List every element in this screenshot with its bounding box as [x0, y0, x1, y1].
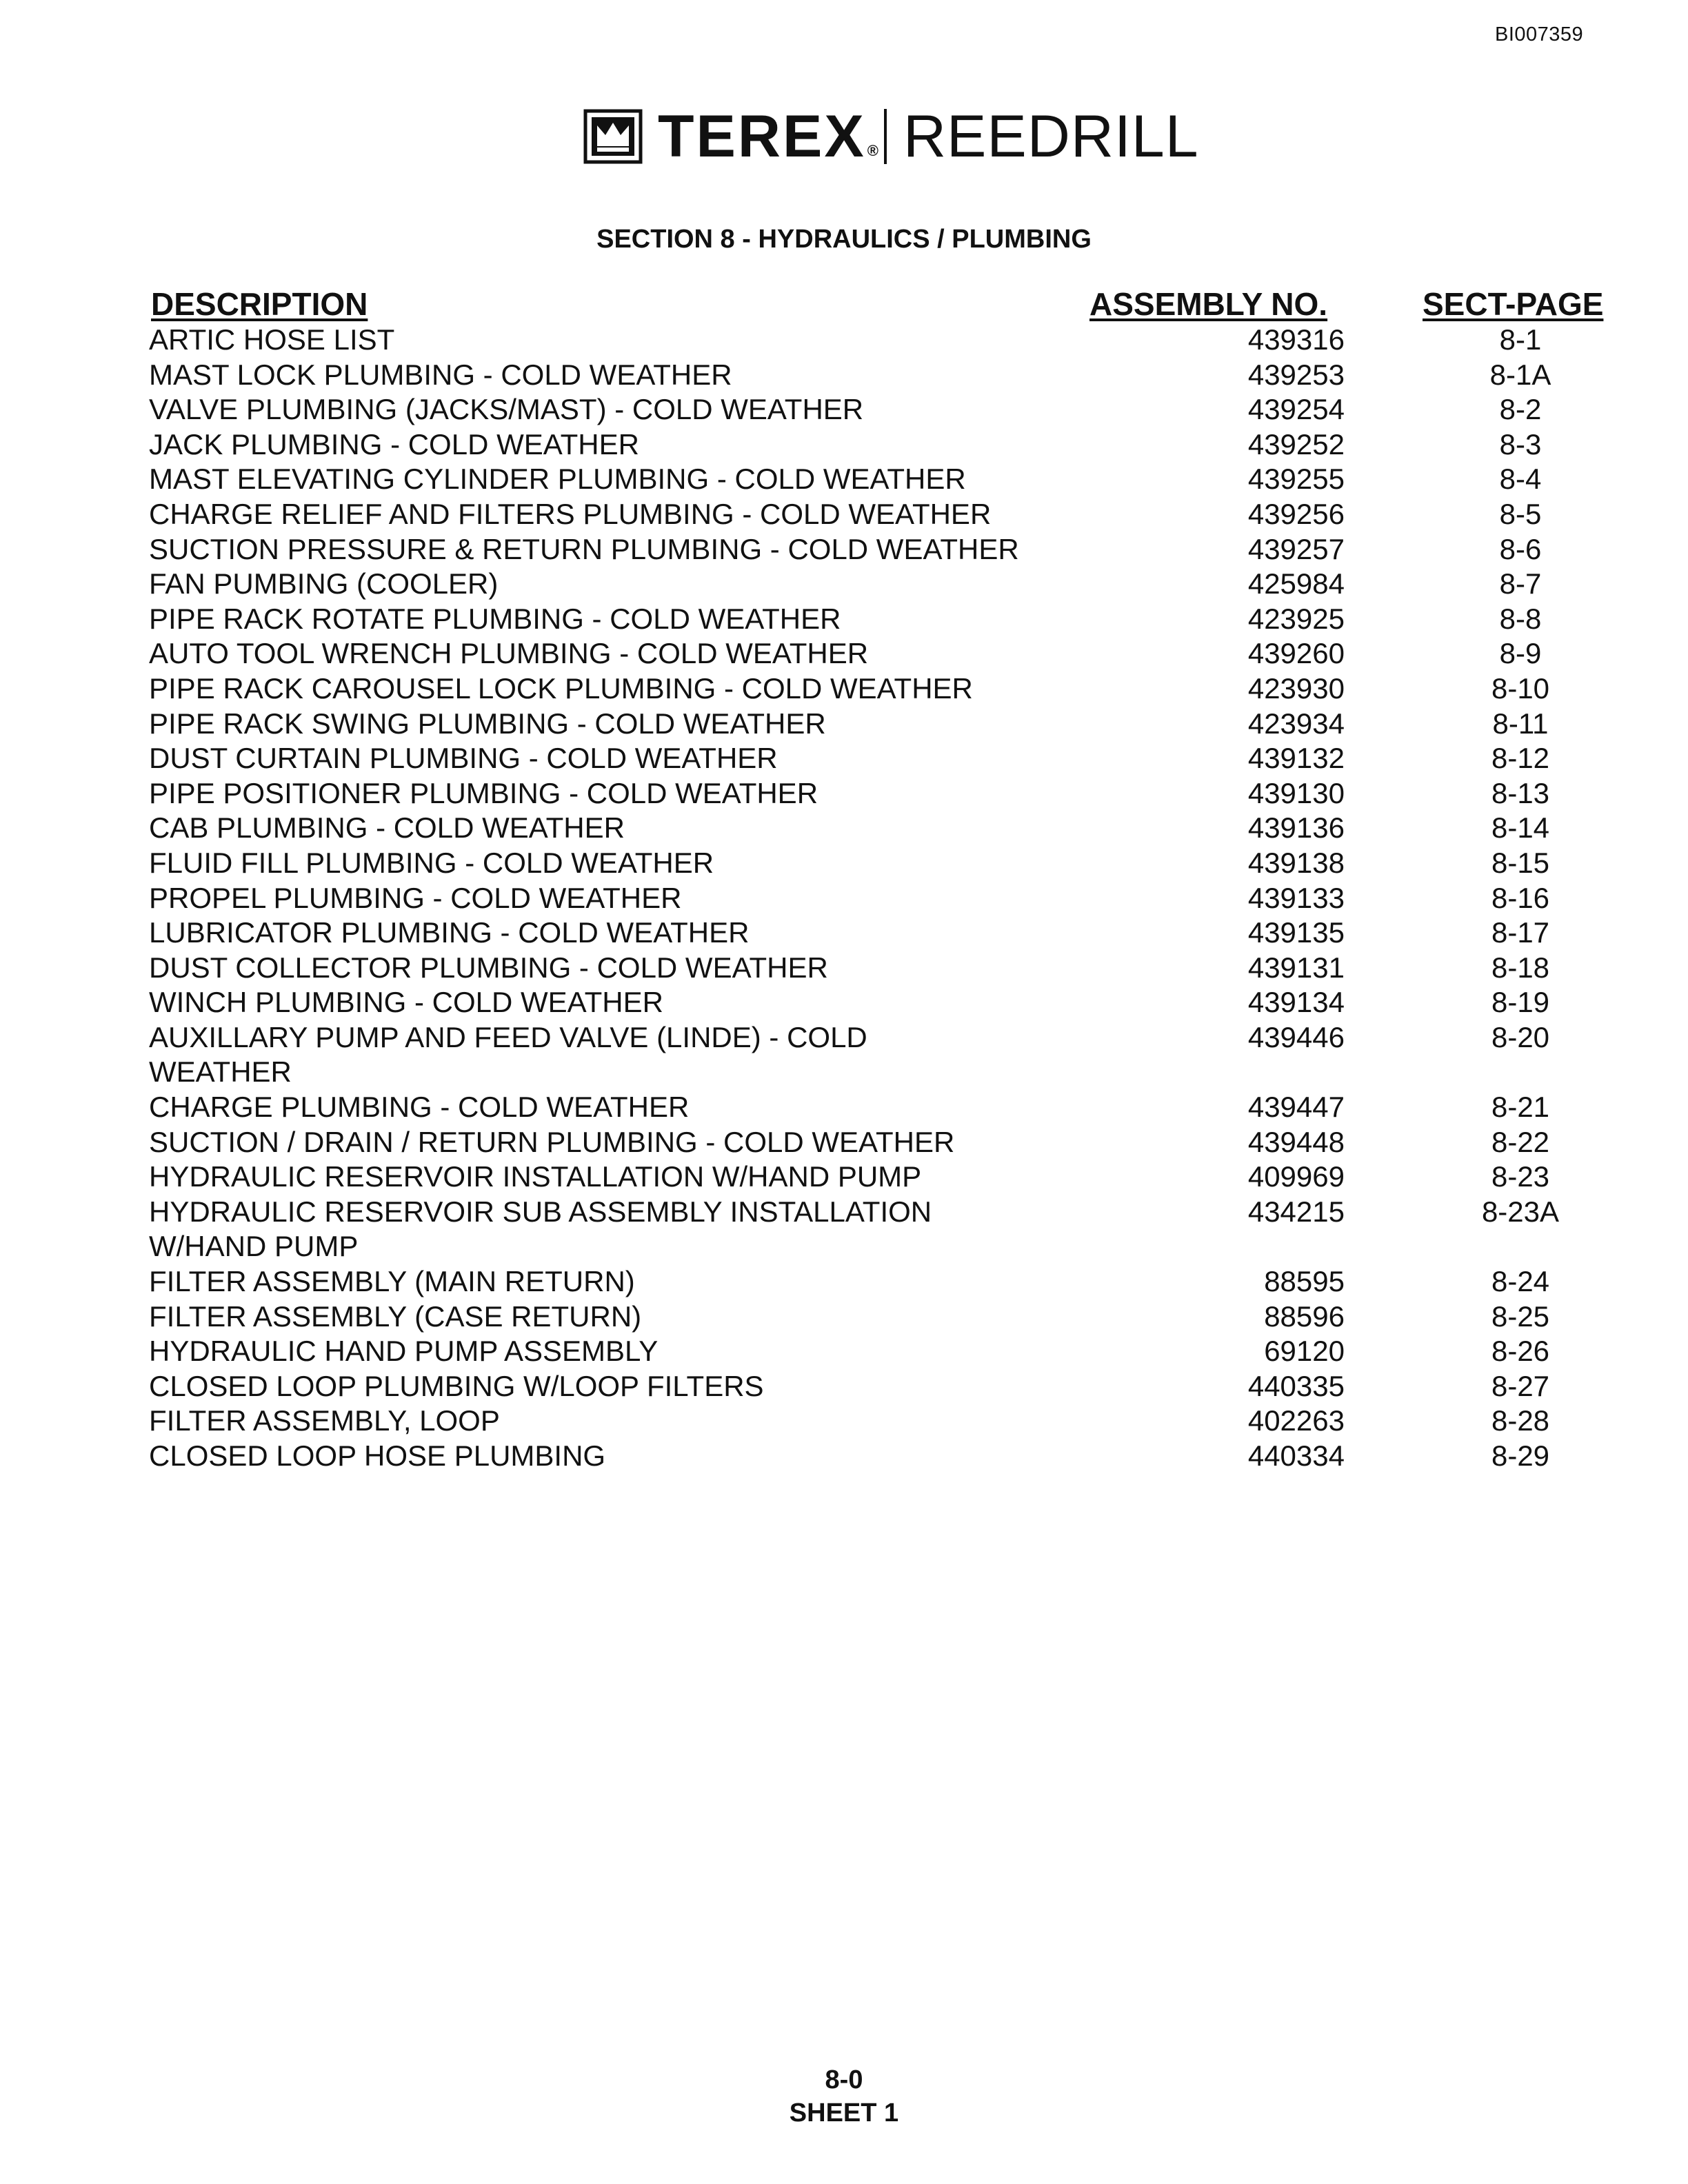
row-sect-page: 8-29 [1491, 1439, 1550, 1472]
column-header-description: DESCRIPTION [151, 286, 368, 322]
row-description [149, 427, 1066, 463]
row-sect-page: 8-10 [1491, 671, 1550, 705]
table-row [0, 846, 1688, 881]
row-sect-page: 8-4 [1499, 463, 1542, 496]
table-row [0, 636, 1688, 671]
row-description-line: LUBRICATOR PLUMBING - COLD WEATHER [149, 916, 750, 949]
row-sect-page: 8-28 [1491, 1404, 1550, 1437]
row-description [149, 985, 1066, 1020]
row-description-line: PIPE POSITIONER PLUMBING - COLD WEATHER [149, 776, 818, 809]
row-assembly-number: 439252 [1247, 427, 1345, 461]
row-description [149, 1439, 1066, 1474]
table-row [0, 776, 1688, 811]
table-row [0, 811, 1688, 846]
row-description-line: PROPEL PLUMBING - COLD WEATHER [149, 881, 682, 914]
row-description [149, 462, 1066, 497]
logo-divider [884, 109, 887, 164]
row-assembly-number: 439133 [1247, 881, 1345, 914]
row-description-line: CLOSED LOOP HOSE PLUMBING [149, 1439, 606, 1472]
row-sect-page: 8-12 [1491, 742, 1550, 775]
row-assembly-number: 439448 [1247, 1125, 1345, 1158]
row-description-line: AUTO TOOL WRENCH PLUMBING - COLD WEATHER [149, 637, 869, 670]
row-description [149, 358, 1066, 393]
table-row [0, 741, 1688, 776]
row-assembly-number: 88596 [1264, 1300, 1345, 1333]
table-row [0, 392, 1688, 427]
row-sect-page: 8-22 [1491, 1125, 1550, 1158]
terex-crown-icon [583, 109, 643, 164]
row-description [149, 1404, 1066, 1439]
row-description-line: FILTER ASSEMBLY, LOOP [149, 1404, 500, 1437]
row-sect-page: 8-25 [1491, 1300, 1550, 1333]
table-row [0, 1125, 1688, 1160]
row-sect-page: 8-14 [1491, 811, 1550, 845]
row-description-line: WEATHER [149, 1055, 292, 1089]
parts-table [0, 323, 1688, 1474]
table-row [0, 1404, 1688, 1439]
row-sect-page: 8-19 [1491, 986, 1550, 1019]
row-assembly-number: 439130 [1247, 776, 1345, 809]
row-assembly-number: 439257 [1247, 532, 1345, 565]
page-number: 8-0 [825, 2065, 863, 2094]
row-assembly-number: 439260 [1247, 637, 1345, 670]
row-description-line: PIPE RACK ROTATE PLUMBING - COLD WEATHER [149, 602, 841, 635]
row-description [149, 636, 1066, 671]
row-sect-page: 8-9 [1499, 637, 1542, 670]
table-row [0, 602, 1688, 637]
row-description [149, 776, 1066, 811]
table-row [0, 1369, 1688, 1404]
row-assembly-number: 440334 [1247, 1439, 1345, 1472]
row-description-line: W/HAND PUMP [149, 1230, 359, 1263]
row-description [149, 1369, 1066, 1404]
row-assembly-number: 439131 [1247, 951, 1345, 984]
table-row [0, 1160, 1688, 1195]
table-row [0, 1090, 1688, 1125]
row-sect-page: 8-24 [1491, 1265, 1550, 1298]
row-assembly-number: 434215 [1247, 1195, 1345, 1228]
row-description [149, 1300, 1066, 1335]
row-assembly-number: 439447 [1247, 1091, 1345, 1124]
sheet-number: SHEET 1 [789, 2099, 899, 2127]
row-description-line: CAB PLUMBING - COLD WEATHER [149, 811, 625, 845]
document-id: BI007359 [1495, 23, 1584, 46]
row-description-line: CLOSED LOOP PLUMBING W/LOOP FILTERS [149, 1369, 764, 1402]
row-sect-page: 8-1 [1499, 323, 1542, 356]
row-assembly-number: 423930 [1247, 671, 1345, 705]
row-description-line: SUCTION PRESSURE & RETURN PLUMBING - COLD WEATHER [149, 532, 1019, 565]
row-assembly-number: 439132 [1247, 742, 1345, 775]
row-sect-page: 8-17 [1491, 916, 1550, 949]
row-sect-page: 8-26 [1491, 1335, 1550, 1368]
row-description [149, 1195, 1066, 1264]
row-description-line: VALVE PLUMBING (JACKS/MAST) - COLD WEATHER [149, 393, 864, 426]
table-row [0, 497, 1688, 532]
row-description-line: WINCH PLUMBING - COLD WEATHER [149, 986, 663, 1019]
table-row [0, 1334, 1688, 1369]
row-description-line: JACK PLUMBING - COLD WEATHER [149, 427, 639, 461]
table-row [0, 951, 1688, 986]
logo-product-text: REEDRILL [903, 103, 1199, 170]
row-description [149, 811, 1066, 846]
row-description [149, 392, 1066, 427]
row-description-line: MAST LOCK PLUMBING - COLD WEATHER [149, 358, 732, 391]
table-row [0, 1264, 1688, 1300]
terex-reedrill-logo [583, 105, 1199, 168]
row-assembly-number: 439134 [1247, 986, 1345, 1019]
row-assembly-number: 440335 [1247, 1369, 1345, 1402]
row-sect-page: 8-7 [1499, 567, 1542, 600]
table-row [0, 358, 1688, 393]
row-description [149, 846, 1066, 881]
row-description-line: FLUID FILL PLUMBING - COLD WEATHER [149, 846, 714, 879]
row-description-line: PIPE RACK SWING PLUMBING - COLD WEATHER [149, 707, 826, 740]
row-assembly-number: 439254 [1247, 393, 1345, 426]
row-description-line: MAST ELEVATING CYLINDER PLUMBING - COLD WEATHER [149, 463, 966, 496]
row-description-line: FILTER ASSEMBLY (CASE RETURN) [149, 1300, 642, 1333]
row-assembly-number: 69120 [1264, 1335, 1345, 1368]
row-description-line: SUCTION / DRAIN / RETURN PLUMBING - COLD WEATHER [149, 1125, 955, 1158]
row-description-line: PIPE RACK CAROUSEL LOCK PLUMBING - COLD WEATHER [149, 671, 973, 705]
row-sect-page: 8-27 [1491, 1369, 1550, 1402]
row-description [149, 1160, 1066, 1195]
row-sect-page: 8-8 [1499, 602, 1542, 635]
table-row [0, 707, 1688, 742]
row-description [149, 532, 1066, 567]
table-row [0, 1300, 1688, 1335]
row-assembly-number: 88595 [1264, 1265, 1345, 1298]
row-sect-page: 8-2 [1499, 393, 1542, 426]
row-description-line: AUXILLARY PUMP AND FEED VALVE (LINDE) - COLD [149, 1020, 867, 1053]
row-description-line: CHARGE RELIEF AND FILTERS PLUMBING - COLD WEATHER [149, 497, 992, 530]
row-description [149, 671, 1066, 707]
table-row [0, 427, 1688, 463]
row-description [149, 707, 1066, 742]
row-assembly-number: 439136 [1247, 811, 1345, 845]
row-assembly-number: 402263 [1247, 1404, 1345, 1437]
registered-mark: ® [867, 142, 878, 159]
table-row [0, 1439, 1688, 1474]
row-assembly-number: 439135 [1247, 916, 1345, 949]
row-description [149, 567, 1066, 602]
table-row [0, 532, 1688, 567]
row-sect-page: 8-13 [1491, 776, 1550, 809]
table-row [0, 323, 1688, 358]
table-row [0, 916, 1688, 951]
row-sect-page: 8-18 [1491, 951, 1550, 984]
row-description-line: CHARGE PLUMBING - COLD WEATHER [149, 1091, 690, 1124]
table-row [0, 881, 1688, 916]
row-sect-page: 8-1A [1489, 358, 1551, 391]
row-description [149, 497, 1066, 532]
row-description [149, 323, 1066, 358]
row-sect-page: 8-11 [1492, 707, 1549, 740]
section-title: SECTION 8 - HYDRAULICS / PLUMBING [596, 225, 1092, 254]
row-sect-page: 8-23 [1491, 1160, 1550, 1193]
row-description [149, 881, 1066, 916]
row-description-line: FILTER ASSEMBLY (MAIN RETURN) [149, 1265, 635, 1298]
row-description [149, 1264, 1066, 1300]
row-description [149, 951, 1066, 986]
row-assembly-number: 439138 [1247, 846, 1345, 879]
row-description-line: HYDRAULIC RESERVOIR SUB ASSEMBLY INSTALLATION [149, 1195, 932, 1228]
column-header-sect-page: SECT-PAGE [1423, 286, 1604, 322]
row-assembly-number: 439253 [1247, 358, 1345, 391]
table-row [0, 462, 1688, 497]
row-description [149, 916, 1066, 951]
row-assembly-number: 439255 [1247, 463, 1345, 496]
row-description-line: DUST COLLECTOR PLUMBING - COLD WEATHER [149, 951, 828, 984]
row-description-line: DUST CURTAIN PLUMBING - COLD WEATHER [149, 742, 778, 775]
column-header-assembly: ASSEMBLY NO. [1089, 286, 1328, 322]
table-row [0, 1020, 1688, 1090]
row-assembly-number: 439316 [1247, 323, 1345, 356]
row-description [149, 741, 1066, 776]
row-sect-page: 8-21 [1491, 1091, 1550, 1124]
row-assembly-number: 425984 [1247, 567, 1345, 600]
row-sect-page: 8-5 [1499, 497, 1542, 530]
row-description [149, 1020, 1066, 1090]
row-sect-page: 8-3 [1499, 427, 1542, 461]
row-sect-page: 8-15 [1491, 846, 1550, 879]
row-assembly-number: 439446 [1247, 1020, 1345, 1053]
row-assembly-number: 423925 [1247, 602, 1345, 635]
table-row [0, 671, 1688, 707]
row-assembly-number: 423934 [1247, 707, 1345, 740]
row-sect-page: 8-16 [1491, 881, 1550, 914]
table-row [0, 985, 1688, 1020]
row-sect-page: 8-20 [1491, 1020, 1550, 1053]
table-row [0, 567, 1688, 602]
row-description [149, 1090, 1066, 1125]
row-description [149, 1125, 1066, 1160]
row-description-line: FAN PUMBING (COOLER) [149, 567, 499, 600]
logo-brand-text: TEREX [658, 103, 866, 170]
row-assembly-number: 439256 [1247, 497, 1345, 530]
row-description [149, 1334, 1066, 1369]
row-description-line: HYDRAULIC RESERVOIR INSTALLATION W/HAND PUMP [149, 1160, 922, 1193]
row-sect-page: 8-6 [1499, 532, 1542, 565]
row-description [149, 602, 1066, 637]
table-row [0, 1195, 1688, 1264]
row-description-line: HYDRAULIC HAND PUMP ASSEMBLY [149, 1335, 659, 1368]
row-description-line: ARTIC HOSE LIST [149, 323, 395, 356]
row-assembly-number: 409969 [1247, 1160, 1345, 1193]
row-sect-page: 8-23A [1481, 1195, 1560, 1228]
